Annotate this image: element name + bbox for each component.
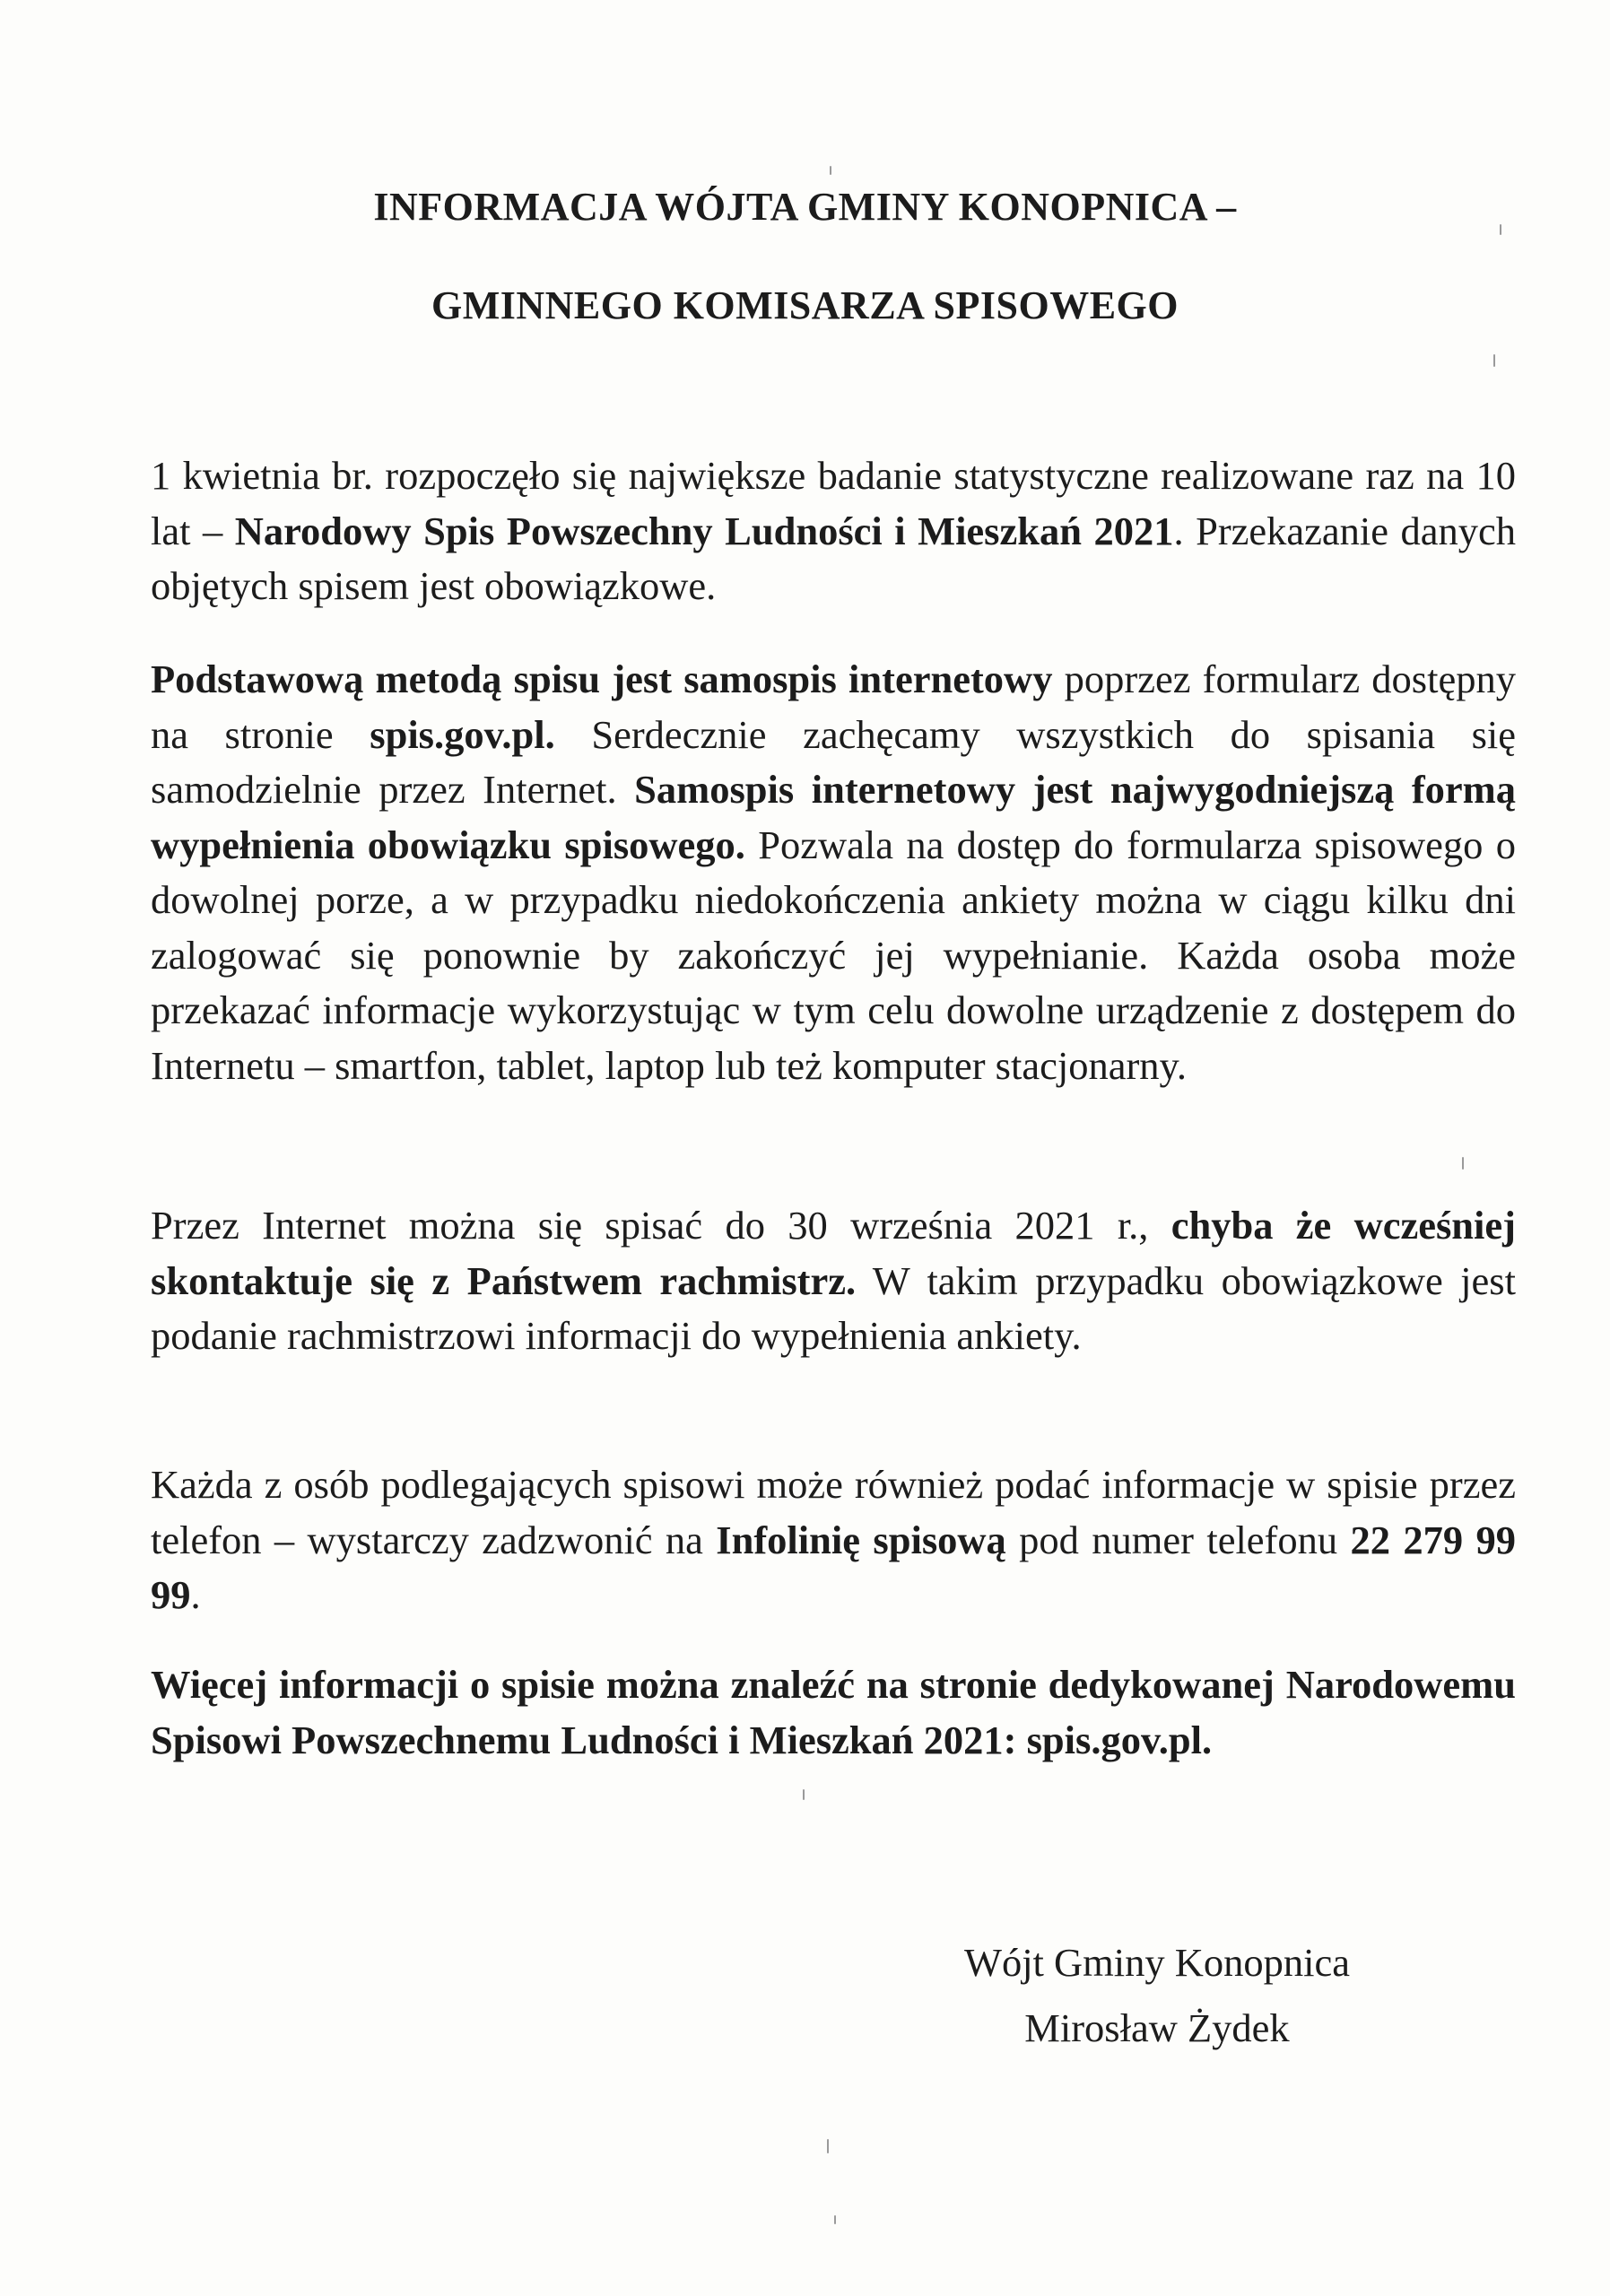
- paragraph-text: 1 kwietnia br. rozpoczęło się największe badanie statystyczne realizowane raz na 10 lat –: [151, 453, 1516, 553]
- document-title-line-1: INFORMACJA WÓJTA GMINY KONOPNICA –: [373, 185, 1237, 229]
- paragraph-text: Pozwala na dostęp do formularza spisowego o dowolnej porze, a w przypadku niedokończenia ankiety można w ciągu kilku dni zalogować się ponownie by zakończyć jej wypełnianie. Każda osoba może przekazać informacje wykorzystując w tym celu dowolne urządzenie z dostępem do Internetu – smartfon, tablet, laptop lub też komputer stacjonarny.: [151, 822, 1516, 1088]
- paragraph-text: poprzez formularz dostępny na stronie: [151, 657, 1516, 757]
- scan-speck: [830, 166, 831, 175]
- paragraph-text: Przez Internet można się spisać do 30 września 2021 r.,: [151, 1203, 1171, 1248]
- paragraph-text: Każda z osób podlegających spisowi może również podać informacje w spisie przez telefon – wystarczy zadzwonić na: [151, 1462, 1516, 1562]
- census-name-bold: Narodowy Spis Powszechny Ludności i Mieszkań 2021: [234, 508, 1174, 553]
- paragraph-text: . Przekazanie danych objętych spisem jest obowiązkowe.: [151, 508, 1516, 608]
- website-link-bold: spis.gov.pl.: [370, 711, 555, 757]
- document-title-line-2: GMINNEGO KOMISARZA SPISOWEGO: [431, 283, 1179, 327]
- main-method-bold: Podstawową metodą spisu jest samospis internetowy: [151, 657, 1053, 701]
- scan-speck: [803, 1789, 805, 1800]
- convenience-statement-bold: Samospis internetowy jest najwygodniejszą formą wypełnienia obowiązku spisowego.: [151, 767, 1516, 867]
- paragraph-phone-census: [151, 1457, 1516, 1623]
- enumerator-contact-bold: chyba że wcześniej skontaktuje się z Państwem rachmistrz.: [151, 1203, 1516, 1303]
- scan-speck: [1500, 224, 1501, 235]
- signature-name: Mirosław Żydek: [1024, 2005, 1290, 2050]
- paragraph-deadline: [151, 1198, 1516, 1364]
- scan-speck: [1462, 1157, 1464, 1170]
- more-info-bold: Więcej informacji o spisie można znaleźć na stronie dedykowanej Narodowemu Spisowi Powszechnemu Ludności i Mieszkań 2021: spis.gov.pl.: [151, 1662, 1516, 1762]
- scan-speck: [827, 2139, 829, 2153]
- hotline-bold: Infolinię spisową: [716, 1517, 1006, 1562]
- paragraph-text: pod numer telefonu: [1005, 1517, 1351, 1562]
- paragraph-more-info: [151, 1657, 1516, 1768]
- paragraph-census-start: [151, 448, 1516, 614]
- paragraph-text: Serdecznie zachęcamy wszystkich do spisania się samodzielnie przez Internet.: [151, 711, 1517, 812]
- paragraph-text: .: [190, 1572, 201, 1617]
- scan-speck: [1493, 354, 1495, 367]
- paragraph-text: W takim przypadku obowiązkowe jest podanie rachmistrzowi informacji do wypełnienia ankiety.: [151, 1257, 1516, 1358]
- signature-title: Wójt Gminy Konopnica: [963, 1940, 1351, 1985]
- phone-number-bold: 22 279 99 99: [151, 1517, 1516, 1617]
- paragraph-online-census: [151, 652, 1516, 1093]
- scan-speck: [834, 2215, 836, 2224]
